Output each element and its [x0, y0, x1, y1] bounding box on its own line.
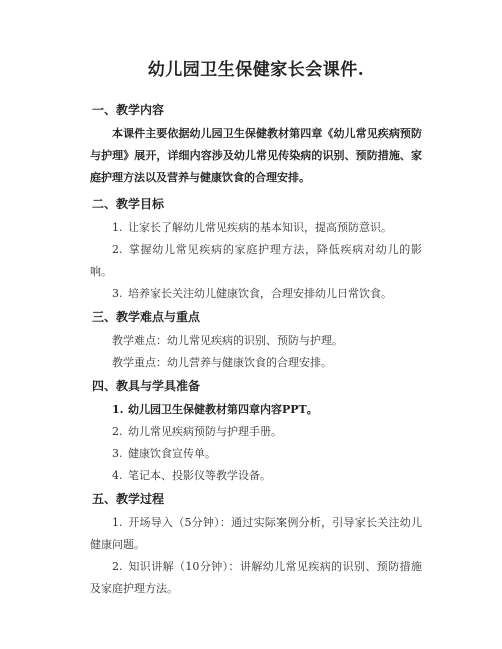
list-item: [90, 239, 422, 283]
list-item: [90, 465, 422, 487]
section-heading: 三、教学难点与重点: [92, 310, 201, 324]
list-item-text: 笔记本、投影仪等教学设备。: [128, 469, 271, 482]
list-item: [90, 512, 422, 556]
section-teaching-process: [90, 487, 422, 600]
document-title: 幼儿园卫生保健家长会课件.: [147, 60, 365, 80]
list-item-text: 掌握幼儿常见疾病的家庭护理方法，降低疾病对幼儿的影响。: [90, 243, 422, 278]
list-item-text: 知识讲解（10分钟）：讲解幼儿常见疾病的识别、预防措施及家庭护理方法。: [90, 560, 422, 595]
section-heading: 五、教学过程: [92, 492, 165, 506]
list-item: [90, 283, 422, 305]
list-item-number: 3.: [112, 287, 123, 300]
section-difficulties-and-focus: [90, 305, 422, 374]
list-item-number: 3.: [112, 447, 123, 460]
section-materials: [90, 374, 422, 487]
list-item-text: 开场导入（5分钟）：通过实际案例分析，引导家长关注幼儿健康问题。: [90, 516, 422, 551]
section-teaching-content: [90, 98, 422, 189]
section-heading: 二、教学目标: [92, 197, 165, 211]
focus-line: 教学重点：幼儿营养与健康饮食的合理安排。: [112, 356, 332, 369]
section-paragraph: 本课件主要依据幼儿园卫生保健教材第四章《幼儿常见疾病预防与护理》展开，详细内容涉及幼儿常见传染病的识别、预防措施、家庭护理方法以及营养与健康饮食的合理安排。: [90, 127, 422, 184]
list-item-number: 4.: [112, 469, 123, 482]
section-heading: 一、教学内容: [92, 103, 165, 117]
section-teaching-goals: [90, 192, 422, 305]
list-item: [90, 556, 422, 600]
list-item-number: 2.: [112, 243, 123, 256]
list-item-text: 幼儿常见疾病预防与护理手册。: [128, 425, 282, 438]
list-item: [90, 217, 422, 239]
list-item-number: 1.: [112, 516, 123, 529]
list-item-number: 1.: [112, 403, 124, 416]
list-item-text: 健康饮食宣传单。: [128, 447, 216, 460]
list-item-number: 2.: [112, 425, 123, 438]
difficulty-line: 教学难点：幼儿常见疾病的识别、预防与护理。: [112, 334, 343, 347]
list-item: [90, 399, 422, 421]
list-item-number: 2.: [112, 560, 123, 573]
list-item: [90, 443, 422, 465]
list-item-text: 培养家长关注幼儿健康饮食，合理安排幼儿日常饮食。: [128, 287, 392, 300]
list-item-text: 幼儿园卫生保健教材第四章内容PPT。: [128, 403, 318, 416]
list-item-text: 让家长了解幼儿常见疾病的基本知识，提高预防意识。: [128, 221, 392, 234]
list-item-number: 1.: [112, 221, 123, 234]
section-heading: 四、教具与学具准备: [92, 379, 201, 393]
list-item: [90, 421, 422, 443]
